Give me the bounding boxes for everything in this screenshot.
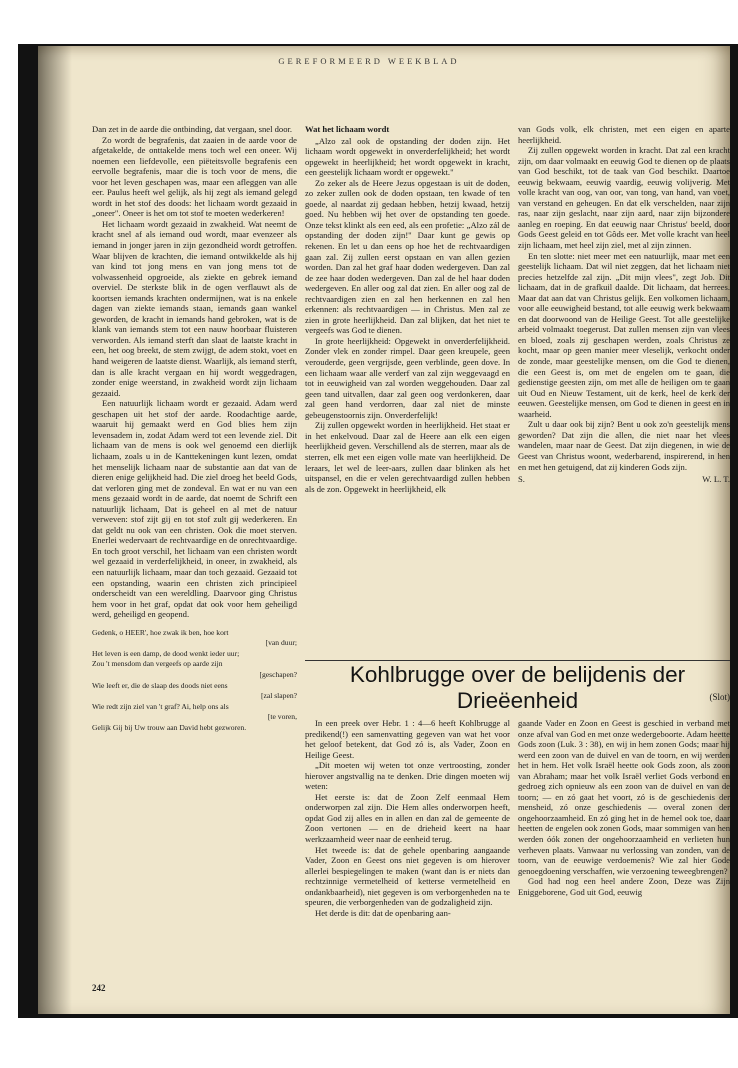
verse-line: Gelijk Gij bij Uw trouw aan David hebt gezworen. (92, 723, 247, 733)
verse-line: [van duur; (265, 638, 297, 648)
psalm-verse (92, 628, 297, 734)
paragraph: Zij zullen opgewekt worden in kracht. Dat zal een kracht zijn, om daar volmaakt en eeuwig God te dienen op de plaats van God beschikt, tot de taak van God beschikt. Daartoe eeuwig bekwaam, eeuwig vaardig, eeuwig volijverig. Met volle kracht van oog, van oor, van tong, van hand, van voet, van verstand en geheugen. En dat elk verschelden, naar zijn ras, naar zijn geslacht, naar zijn aard, naar zijn bijzondere aanleg en roeping. En dat eeuwig naar Christus' beeld, door Gods Geest geleid en tot Gôds eer. Met volle kracht van heel zijn lichaam, met heel zijn ziel, met al zijn zinnen. (518, 145, 730, 251)
verse-line: Wie redt zijn ziel van 't graf? Ai, help ons als (92, 701, 229, 711)
bottom-margin (0, 1018, 738, 1068)
paragraph: Zo wordt de begrafenis, dat zaaien in de aarde voor de afgetakelde, de onttakelde mens toch wel een oneer. Wij noemen een liefdevolle, een piëteitsvolle begrafenis een eervolle begrafenis, maar die is toch voor de mens, die voor het leven geschapen was, maar een afleggen van alle eer. Paulus heeft wel gelijk, als hij zegt als iemand gelegd wordt in het stof des doods: het lichaam wordt gezaaid in „oneer". Oneer is het om tot stof te moeten wederkeren! (92, 134, 297, 219)
paragraph: God had nog een heel andere Zoon, Deze was Zijn Eniggeborene, God uit God, eeuwig (518, 876, 730, 897)
paragraph: Het eerste is: dat de Zoon Zelf eenmaal Hem onderworpen zal zijn. Die Hem alles onderworpen heeft, opdat God zij alles en in allen en dan zal de gemeente de Zoon vertonen — en de drieheid keert na haar werkzaamheid weer naar de eenheid terug. (305, 791, 510, 845)
verse-line: Gedenk, o HEER', hoe zwak ik ben, hoe kort (92, 627, 229, 637)
signature-line (518, 474, 730, 485)
column-1 (92, 124, 297, 734)
running-header: GEREFORMEERD WEEKBLAD (278, 56, 460, 66)
paragraph: gaande Vader en Zoon en Geest is geschied in verband met onze afval van God en met onze wedergeboorte. Adam heette Gods zoon (Luk. 3 : 38), en wij in hem zonen Gods; maar hij werd een zoon van de duivel en van de toorn, en wij werden het in hem. Het volk Israël heette ook Gods zoon, als zoon van Abraham; maar het volk Israël verliet Gods verbond en gedroeg zich opnieuw als een zoon van de duivel en van de toorn; — en zó gaat het voort, zó is de geschiedenis der mensheid, zó onze geschiedenis — overal zonen der ongehoorzaamheid. En zó ging het in de hemel ook toe, daar heetten de engelen ook zonen Gods, maar sommigen van hen werden óók zonen der ongehoorzaamheid en verlieten hun verheven plaats. Vanwaar nu verlossing van zonden, van de toorn, van de eeuwige verdoemenis? Wie zal hier Gode genoegdoening verschaffen, wie verzoening teweegbrengen? (518, 718, 730, 876)
article-divider (305, 660, 730, 661)
verse-line: Wie leeft er, die de slaap des doods niet eens (92, 680, 228, 690)
top-margin (0, 0, 738, 45)
verse-line: [te voren, (267, 712, 297, 722)
column-5 (518, 718, 730, 897)
page-number: 242 (92, 983, 106, 993)
title-line-2: Drieëenheid (456, 688, 579, 713)
paragraph: Het lichaam wordt gezaaid in zwakheid. Wat neemt de kracht snel af als iemand oud wordt, maar evenzeer als iemand in jonger jaren in zijn gezondheid wordt getroffen. Waar blijven de krachten, die iemand ontwikkelde als hij van kind tot jong mens en van jong mens tot de volwassenheid opgroeide, als ziekte en gebrek iemand overviel. De sterkste blik in de ogen verflauwt als de koortsen iemands krachten ondermijnen, wat is na enkele dagen van ziekte iemands staan, iemands gaan wankel geworden, de kracht in iemands hand gebroken, wat is de klank van iemands stem tot een nauw hoorbaar fluisteren verworden. Als iemand sterft dan slaat de laatste kracht in een, het oog breekt, de stem zwijgt, de adem stokt, voet en hand weigeren de laatste dienst. Waarlijk, als iemand sterft, dan is alle kracht vergaan en hij wordt weggedragen, zonder enige weerstand, in zwakheid wordt zijn lichaam gezaaid. (92, 218, 297, 398)
paragraph: Dan zet in de aarde die ontbinding, dat vergaan, snel door. (92, 124, 293, 134)
paragraph: „Dit moeten wij weten tot onze vertroosting, zonder hierover angstvallig na te denken. Drie dingen moeten wij weten: (305, 760, 510, 792)
signature-initials: W. L. T. (702, 474, 730, 485)
slot-label: (Slot) (709, 692, 730, 702)
paragraph: „Alzo zal ook de opstanding der doden zijn. Het lichaam wordt opgewekt in onverderfelijkheid; het wordt opgewekt in heerlijkheid; het wordt opgewekt in kracht, een geestelijk lichaam wordt er opgewekt." (305, 135, 510, 178)
column-3 (518, 124, 730, 485)
paragraph: Een natuurlijk lichaam wordt er gezaaid. Adam werd geschapen uit het stof der aarde. Roodachtige aarde, waaruit hij gemaakt werd en God blies hem zijn levensadem in, zodat Adam werd tot een levende ziel. Dit lichaam van de mens is ook wel genoemd een dierlijk lichaam, zoals u in de Kanttekeningen kunt lezen, omdat het menselijk lichaam naar de substantie aan dat van de dieren enige gelijkheid had. Die ziel droeg het beeld Gods, dat verloren ging met de zondeval. En wat er nu van een mens gezaaid wordt in de aarde, dat noemt de Schrift een natuurlijk lichaam, Dat is geheel en al met de natuur verweven: stof zijt gij en tot stof zult gij wederkeren. En dat geldt nu ook van een christen. Ook die moet sterven. Enerlei wedervaart de rechtvaardige en de onrechtvaardige. En toch groot verschil, het lichaam van een christen wordt wel gezaaid in verderfelijkheid, in oneer, in zwakheid, als een natuurlijk lichaam, maar dan toch gezaaid. Gezaaid tot een opstanding, waarin een christen zich principieel onderscheidt van een wereldling. Daarvoor ging Christus hem voor in het graf, opdat dat ook voor hem geheiligd werd, geheiligd en geopend. (92, 398, 297, 620)
paragraph: Zult u daar ook bij zijn? Bent u ook zo'n geestelijk mens geworden? Dat zijn die allen, die niet naar het vlees wandelen, maar naar de Geest. Dat zijn diegenen, in wie de Geest van Christus woont, wederbarend, inspirerend, in hen en met hen getuigend, dat zij kinderen Gods zijn. (518, 419, 730, 472)
column-2 (305, 124, 510, 494)
paragraph: In grote heerlijkheid: Opgewekt in onverderfelijkheid. Zonder vlek en zonder rimpel. Daar geen kreupele, geen verouderde, geen vergrijsde, geen verblinde, geen dove. In een lichaam waar alle verderf van zal zijn weggevaagd en tot in eeuwigheid van zal worden weggehouden. Daar zal geen tand uitvallen, daar zal geen oog verdonkeren, daar zal geen hand verdorren, daar zal niet de minste gebeugenstoornis zijn. Onverderfelijk! (305, 335, 510, 420)
verse-line: Zou 't mensdom dan vergeefs op aarde zijn (92, 659, 223, 669)
paragraph: Zo zeker als de Heere Jezus opgestaan is uit de doden, zo zeker zullen ook de doden opstaan, ten kwade of ten goede, al naardat zij gedaan hebben, hetzij kwaad, hetzij goed. Nu hebben wij het over de opstanding ten goede. Onze tekst klinkt als een eed, als een profetie: „Alzo zál de opstanding der doden zijn!" Daar kunt ge gewis op rekenen. En let u dan eens op hoe het de rechtvaardigen gaan zal. Zij zullen eerst opstaan en van allen gezien worden. Dan zal het graf haar doden wedergeven. Dan zal de zee haar doden wedergeven. Dan zal de hel haar doden wedergeven. En aller oog zal dat zien. En aller oog zal de rechtvaardigen zien en zal hen herkennen en zal hen erkennen: als rechtvaardigen — in Christus. Men zal ze zien in grote heerlijkheid. Dan zal blijken, dat het niet te vergeefs was God te dienen. (305, 177, 510, 336)
article-title (305, 662, 730, 714)
paragraph: En ten slotte: niet meer met een natuurlijk, maar met een geestelijk lichaam. Dat wil niet zeggen, dat het lichaam niet precies hetzelfde zal zijn. „Dit mijn vlees", zegt Job. Dit lichaam, dat in de grafkuil daalde. Dit lichaam, dat herrees. Maar dat aan dat van Christus gelijk. Een volkomen lichaam, voor alle eeuwigheid bestand, tot alle eeuwig werk bekwaam en dat doorwoond van de Heilige Geest. Tot alle geestelijke arbeid volmaakt toegerust. Dat zullen mensen zijn van vlees en bloed, zoals zij geschapen werden, zoals Christus ze kocht, maar op geen manier meer vleselijk, verkocht onder de zonde, maar geestelijke mensen, om die God te dienen, die een Geest is, om met de engelen om te gaan, die gedienstige geesten zijn, om met alle de heiligen om te gaan uit Oud en Nieuw Testament, uit de kerk, heel de kerk der eeuwen. Geestelijke mensen, om God te dienen in geest en in waarheid. (518, 250, 730, 419)
paragraph: Het derde is dit: dat de openbaring aan- (315, 907, 451, 918)
verse-line: Het leven is een damp, de dood wenkt ieder uur; (92, 648, 240, 658)
title-line-1: Kohlbrugge over de belijdenis der (349, 662, 686, 687)
gutter-shadow (38, 46, 72, 1014)
section-heading: Wat het lichaam wordt (305, 124, 390, 134)
paragraph: Het tweede is: dat de gehele openbaring aangaande Vader, Zoon en Geest ons niet gegeven is om hierover allerlei bespiegelingen te maken (want dan is er niets dan rechtzinnige vermetelheid of ketterse vermetelheid en ondankbaarheid), niet gegeven is om verborgenheden na te speuren, die verborgenheden van de godzaligheid zijn. (305, 844, 510, 908)
verse-line: [geschapen? (259, 670, 297, 680)
verse-line: [zal slapen? (260, 691, 297, 701)
paragraph: van Gods volk, elk christen, met een eigen en aparte heerlijkheid. (518, 124, 730, 145)
paragraph: Zij zullen opgewekt worden in heerlijkheid. Het staat er in het enkelvoud. Daar zal de Heere aan elk een eigen heerlijkheid geven. Verschillend als de sterren, maar als de sterren, elk met een eigen volle mate van heerlijkheid. De leraars, let wel de leer-aars, zullen daar blinken als het uitspansel, en die er velen gerechtvaardigd zullen hebben als de zon. Opgewekt in heerlijkheid, elk (305, 420, 510, 494)
column-4 (305, 718, 510, 918)
paragraph: In een preek over Hebr. 1 : 4—6 heeft Kohlbrugge al predikend(!) een samenvatting gegeven van wat het voor het geloof betekent, dat God zó is, als Vader, Zoon en Heilige Geest. (305, 718, 510, 760)
signature-left: S. (518, 474, 525, 485)
